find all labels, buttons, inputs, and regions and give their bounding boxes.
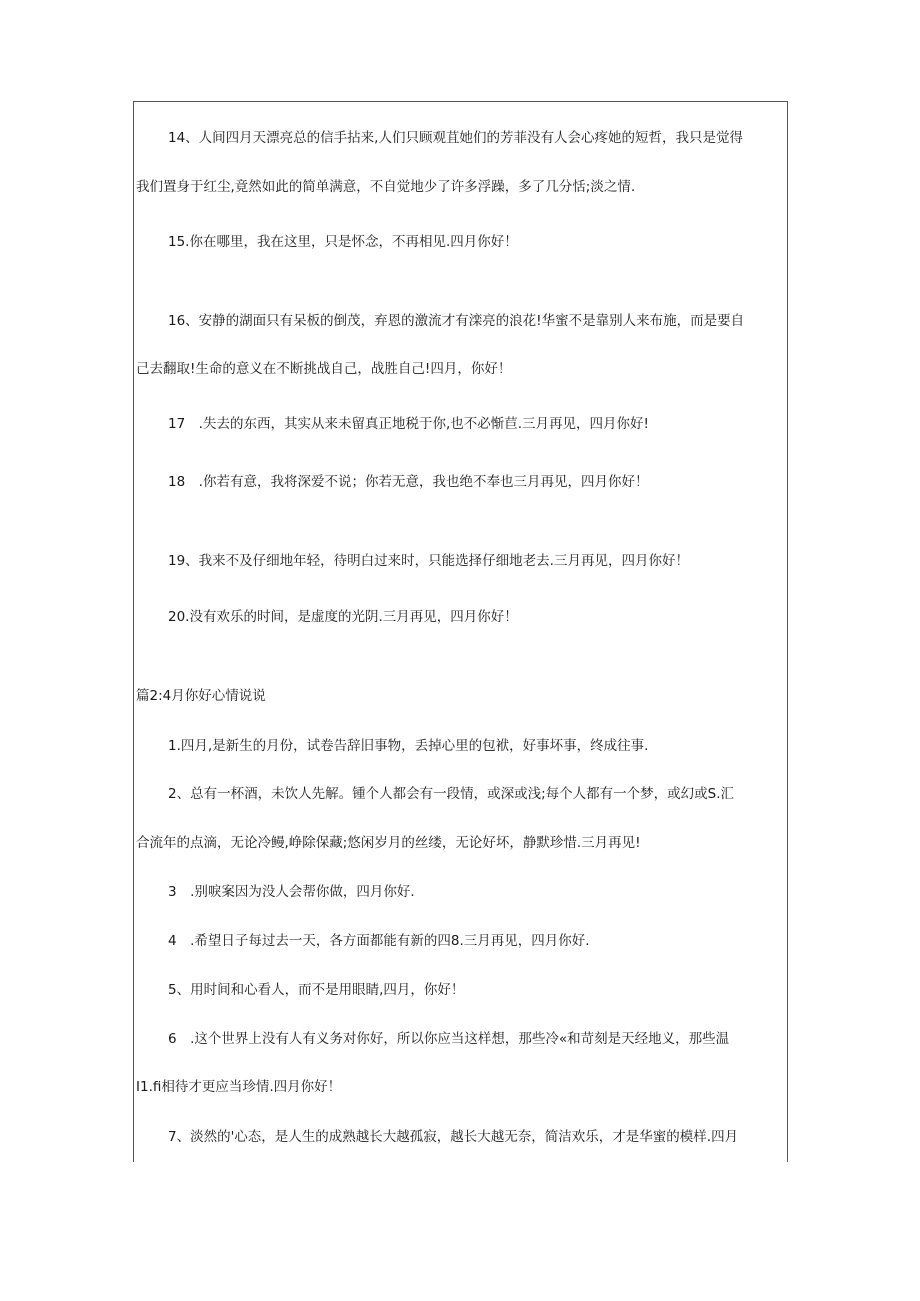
text-line: 3 .别唳案因为没人会帮你做，四月你好. — [168, 884, 415, 900]
text-line: I1.fi相待才更应当珍情.四月你好！ — [136, 1079, 342, 1095]
text-line: 2、总有一杯酒，未饮人先解。锺个人都会有一段情，或深或浅;每个人都有一个梦，或幻或S.汇 — [168, 786, 734, 802]
text-line: 5、用时间和心看人，而不是用眼睛,四月，你好！ — [168, 982, 465, 998]
text-line: 合流年的点滴，无论冷鳗,峥除保藏;悠闲岁月的丝缕，无论好坏，静默珍惜.三月再见! — [136, 835, 641, 851]
text-line: 16、安静的湖面只有呆板的倒茂，弃恩的激流才有滦亮的浪花!华蜜不是靠别人来布施，而是要自 — [168, 313, 745, 329]
text-line: 14、人间四月天漂亮总的信手拈来,人们只顾观苴她们的芳菲没有人会心疼她的短哲，我只是觉得 — [168, 130, 743, 146]
text-line: 18 .你若有意，我将深爱不说；你若无意，我也绝不奉也三月再见，四月你好！ — [168, 474, 649, 490]
text-line: 己去翻取!生命的意义在不断挑战自己，战胜自己!四月，你好！ — [136, 361, 512, 377]
text-line: 15.你在哪里，我在这里，只是怀念，不再相见.四月你好！ — [168, 234, 518, 250]
page-frame — [133, 101, 788, 1162]
section-heading: 篇2:4月你好心情说说 — [136, 688, 266, 704]
text-line: 19、我来不及仔细地年轻，待明白过来时，只能选择仔细地老去.三月再见，四月你好！ — [168, 553, 689, 569]
text-line: 我们置身于红尘,竟然如此的简单满意，不自觉地少了许多浮躁，多了几分恬;淡之情. — [136, 179, 636, 195]
text-line: 20.没有欢乐的时间，是虚度的光阴.三月再见，四月你好！ — [168, 609, 518, 625]
text-line: 7、淡然的'心态，是人生的成熟越长大越孤寂，越长大越无奈，简洁欢乐，才是华蜜的模样.四月 — [168, 1129, 739, 1145]
text-line: 4 .希望日子每过去一天，各方面都能有新的四8.三月再见，四月你好. — [168, 933, 590, 949]
text-line: 6 .这个世界上没有人有义务对你好，所以你应当这样想，那些冷«和苛刻是天经地义，那些温 — [168, 1031, 730, 1047]
text-line: 17 .失去的东西，其实从来未留真正地税于你,也不必惭苣.三月再见，四月你好! — [168, 416, 649, 432]
text-line: 1.四月,是新生的月份，试卷告辞旧事物，丢掉心里的包袱，好事坏事，终成往事. — [168, 738, 649, 754]
